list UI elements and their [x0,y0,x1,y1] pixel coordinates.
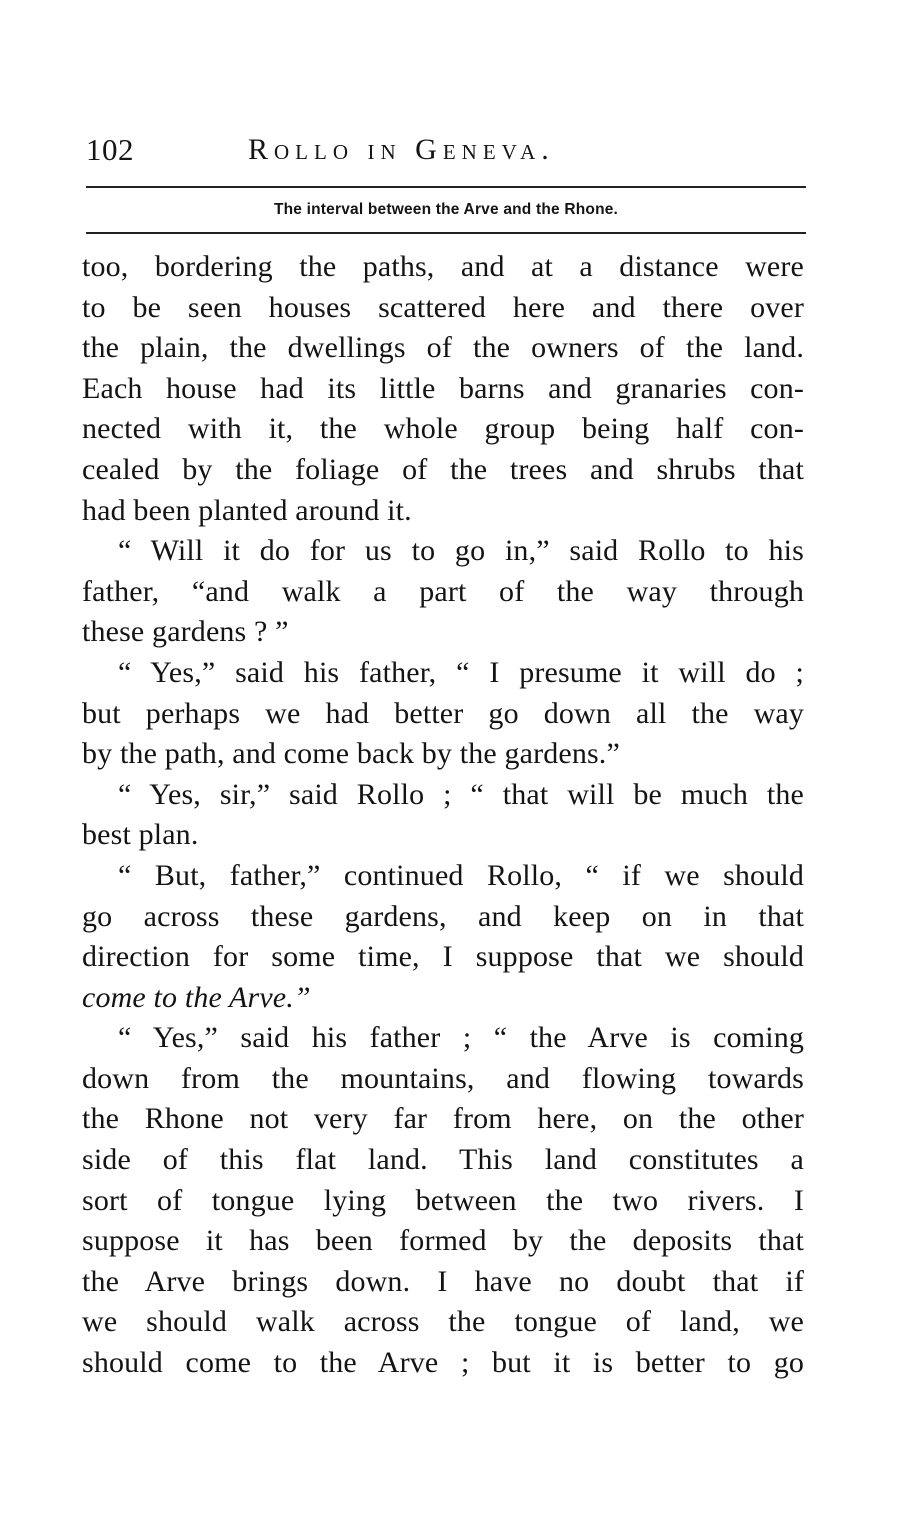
text-line: the Rhone not very far from here, on the other [82,1102,804,1136]
text-line: the Arve brings down. I have no doubt that if [82,1264,804,1298]
text-line: suppose it has been formed by the deposits that [82,1224,804,1258]
text-line: nected with it, the whole group being half con- [82,412,804,446]
running-head [86,128,806,172]
text-line: the plain, the dwellings of the owners of the land. [82,331,804,365]
text-line: but perhaps we had better go down all the way [82,696,804,730]
text-line: “ Will it do for us to go in,” said Rollo to his [118,534,804,568]
text-line: these gardens ? ” [82,615,289,649]
text-line: we should walk across the tongue of land, we [82,1305,804,1339]
text-line: Each house had its little barns and granaries con- [82,371,804,405]
text-line: best plan. [82,818,199,852]
text-line: father, “and walk a part of the way through [82,574,804,608]
text-line: by the path, and come back by the gardens.” [82,737,620,771]
text-line: should come to the Arve ; but it is better to go [82,1346,804,1380]
text-line: too, bordering the paths, and at a distance were [82,250,804,283]
text-line: direction for some time, I suppose that we should [82,940,804,974]
page-number: 102 [86,132,134,167]
text-line: go across these gardens, and keep on in that [82,899,804,933]
header-rule-bottom [86,232,806,234]
text-line: “ Yes,” said his father, “ I presume it will do ; [118,655,804,689]
text-line: to be seen houses scattered here and there over [82,290,804,324]
text-line: side of this flat land. This land constitutes a [82,1143,804,1177]
section-subtitle: The interval between the Arve and the Rhone. [273,201,619,218]
header-rule-top [86,186,806,188]
text-line: “ But, father,” continued Rollo, “ if we should [118,858,804,892]
text-line: “ Yes,” said his father ; “ the Arve is coming [118,1021,804,1055]
text-line: sort of tongue lying between the two rivers. I [82,1183,804,1217]
text-line: had been planted around it. [82,493,412,527]
body-text [82,247,804,1384]
text-line: down from the mountains, and flowing towards [82,1061,804,1095]
text-line: come to the Arve.” [82,980,311,1014]
text-line: “ Yes, sir,” said Rollo ; “ that will be much the [118,777,804,811]
book-title: Rollo in Geneva. [248,133,555,166]
text-line: cealed by the foliage of the trees and shrubs that [82,452,804,486]
